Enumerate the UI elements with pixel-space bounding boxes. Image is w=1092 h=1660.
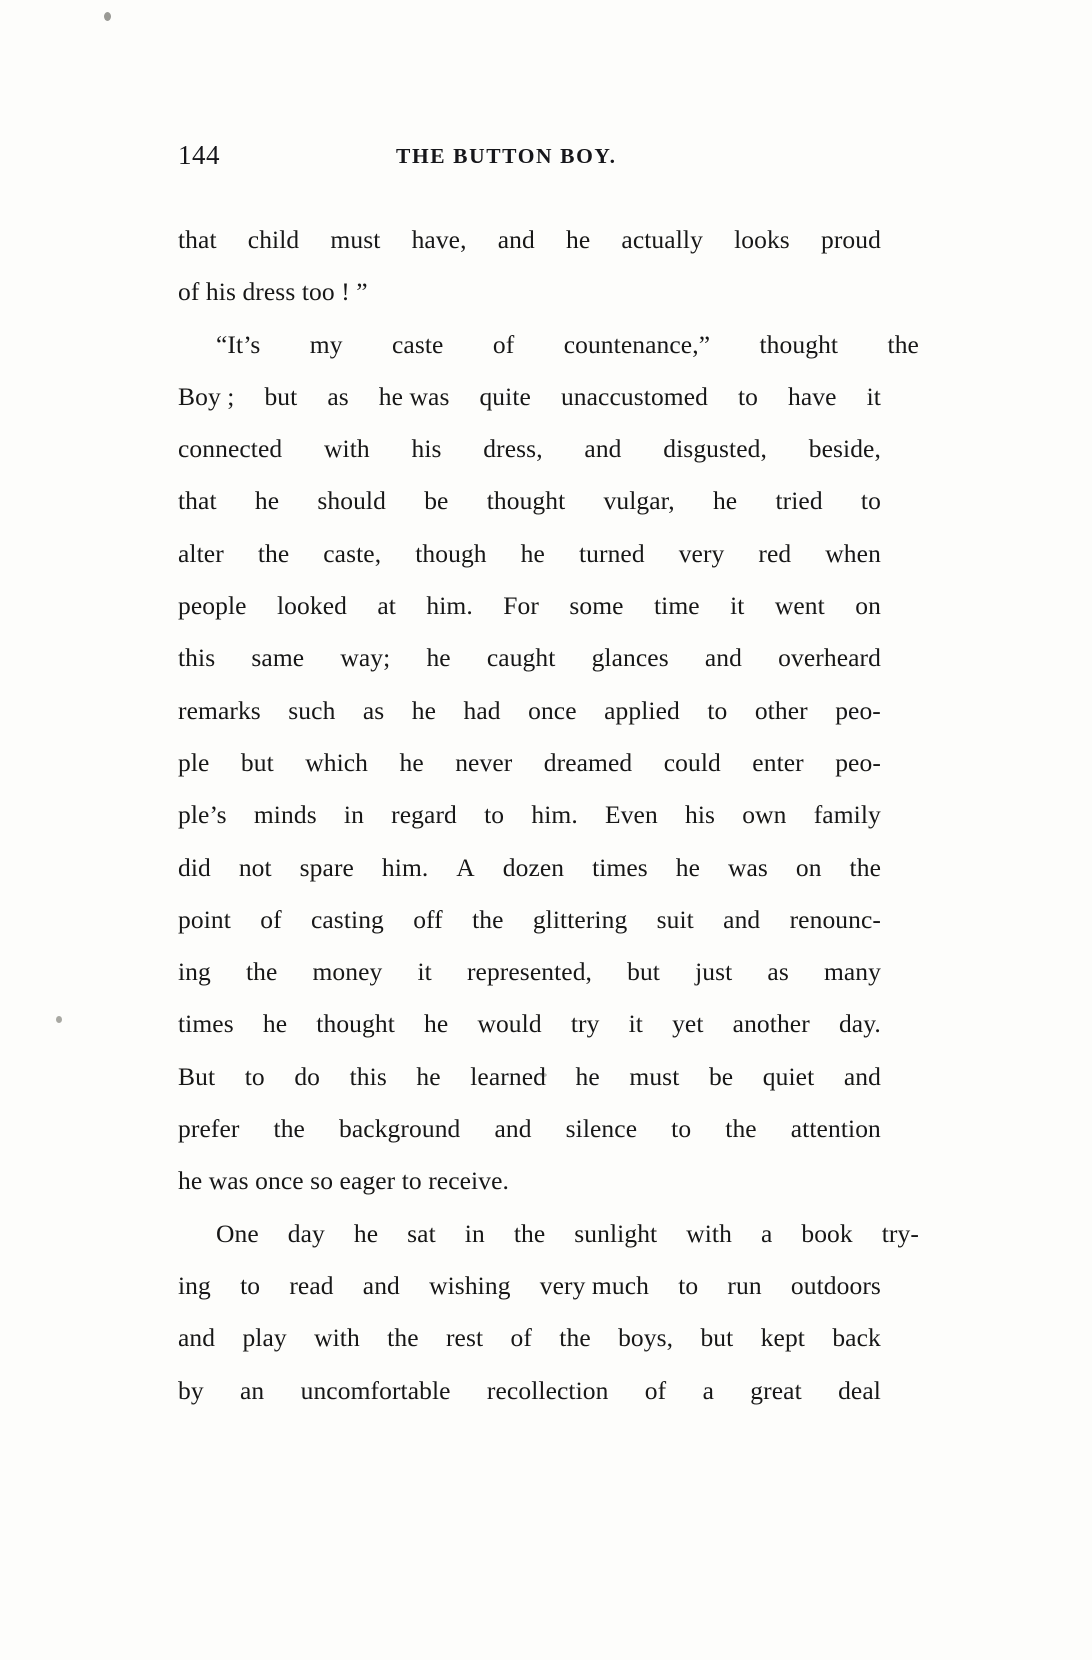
text-line <box>178 266 881 318</box>
text-word: beside, <box>808 434 881 464</box>
scan-speck-icon <box>56 1016 62 1023</box>
text-word: in <box>464 1218 485 1248</box>
text-word: and <box>494 1114 532 1144</box>
text-word: this <box>178 643 216 673</box>
text-word: of <box>260 904 282 934</box>
text-word: very <box>678 538 725 568</box>
text-word: as <box>767 957 789 987</box>
text-word: with <box>314 1323 360 1353</box>
text-word: he <box>416 1061 441 1091</box>
text-word: would <box>477 1009 542 1039</box>
text-word: renounc- <box>789 904 881 934</box>
text-word: it <box>866 381 881 411</box>
text-word: dreamed <box>543 747 633 777</box>
text-word: on <box>795 852 822 882</box>
text-line <box>178 371 881 423</box>
text-word: the <box>887 329 919 359</box>
text-word: deal <box>838 1375 881 1405</box>
text-word: and <box>362 1270 400 1300</box>
text-word: he <box>262 1009 288 1039</box>
text-word: ple <box>178 747 210 777</box>
text-word: countenance,” <box>563 329 711 359</box>
text-word: but <box>700 1323 734 1353</box>
text-word: and <box>497 225 535 254</box>
text-word: when <box>825 538 881 568</box>
text-word: dozen <box>502 852 565 882</box>
text-line <box>178 319 919 371</box>
text-word: spare <box>299 852 354 882</box>
text-word: silence <box>565 1114 638 1144</box>
text-word: other <box>754 695 808 725</box>
text-word: learned <box>470 1061 546 1091</box>
text-word: boys, <box>618 1323 674 1353</box>
text-word: background <box>339 1114 461 1144</box>
text-word: him. <box>381 852 429 882</box>
text-word: he <box>399 747 424 777</box>
text-word: to <box>860 486 881 516</box>
text-word: was <box>727 852 768 882</box>
text-word: an <box>240 1375 265 1405</box>
text-word: he <box>426 643 451 673</box>
text-word: my <box>309 329 343 359</box>
text-word: way; <box>340 643 391 673</box>
text-word: of <box>492 329 515 359</box>
text-word: had <box>463 695 501 725</box>
text-word: and <box>723 904 761 934</box>
text-line <box>178 789 881 841</box>
text-word: great <box>750 1375 802 1405</box>
text-word: thought <box>486 486 566 516</box>
text-word: uncomfortable <box>300 1375 451 1405</box>
text-word: ing <box>178 957 211 987</box>
text-word: try- <box>881 1218 919 1248</box>
text-word: “It’s <box>216 329 261 359</box>
text-line <box>178 1260 881 1312</box>
text-word: actually <box>621 225 703 254</box>
page-header <box>178 140 878 180</box>
text-word: But <box>178 1061 216 1091</box>
text-word: at <box>377 591 396 621</box>
text-word: recollection <box>486 1375 609 1405</box>
text-word: the <box>273 1114 305 1144</box>
text-word: he <box>411 695 437 725</box>
text-word: sunlight <box>574 1218 658 1248</box>
text-word: in <box>343 800 364 830</box>
running-head-title: THE BUTTON BOY. <box>396 144 617 168</box>
text-word: must <box>629 1061 680 1091</box>
text-word: run <box>727 1270 762 1300</box>
text-word: he <box>520 538 545 568</box>
text-word: thought <box>316 1009 395 1039</box>
text-word: to <box>240 1270 261 1300</box>
text-word: once <box>528 695 577 725</box>
text-line <box>178 1051 881 1103</box>
text-word: he <box>353 1218 379 1248</box>
text-word: on <box>855 591 881 621</box>
text-line <box>178 214 881 266</box>
text-word: of <box>644 1375 667 1405</box>
text-word: to <box>707 695 728 725</box>
text-word: regard <box>391 800 457 830</box>
text-word: times <box>592 852 648 882</box>
text-word: applied <box>604 695 680 725</box>
text-word: A <box>456 852 475 882</box>
text-word: him. <box>426 591 473 621</box>
text-word: ple’s <box>178 800 227 830</box>
text-word: caught <box>486 643 556 673</box>
text-line <box>178 946 881 998</box>
text-word: he was once so eager to receive. <box>178 1166 509 1196</box>
text-word: have <box>788 381 837 411</box>
text-word: ing <box>178 1270 211 1300</box>
text-word: as <box>327 381 349 411</box>
text-word: the <box>849 852 881 882</box>
text-word: and <box>843 1061 881 1091</box>
text-word: turned <box>578 538 645 568</box>
text-word: quiet <box>762 1061 815 1091</box>
text-word: him. <box>531 800 578 830</box>
page-number: 144 <box>178 140 220 170</box>
text-line <box>178 998 881 1050</box>
text-word: the <box>245 957 278 987</box>
text-word: back <box>832 1323 881 1353</box>
text-word: some <box>569 591 624 621</box>
text-word: the <box>725 1114 757 1144</box>
text-word: point <box>178 904 231 934</box>
text-word: the <box>472 904 504 934</box>
text-word: to <box>678 1270 699 1300</box>
text-word: thought <box>759 329 839 359</box>
text-word: should <box>317 486 386 516</box>
text-word: casting <box>310 904 384 934</box>
text-word: represented, <box>466 957 593 987</box>
text-word: very much <box>539 1270 649 1300</box>
text-word: try <box>570 1009 600 1039</box>
text-word: just <box>695 957 733 987</box>
text-word: vulgar, <box>603 486 675 516</box>
text-word: For <box>503 591 539 621</box>
text-word: looked <box>276 591 347 621</box>
text-word: and <box>584 434 622 464</box>
text-word: glittering <box>532 904 628 934</box>
text-word: One <box>216 1218 259 1248</box>
text-word: disgusted, <box>663 434 767 464</box>
text-word: proud <box>820 225 881 254</box>
text-word: that <box>178 225 217 254</box>
text-word: have, <box>411 225 467 254</box>
text-word: by <box>178 1375 204 1405</box>
text-word: went <box>774 591 825 621</box>
text-word: never <box>455 747 513 777</box>
text-word: a <box>760 1218 773 1248</box>
text-line <box>178 1365 881 1417</box>
text-word: sat <box>407 1218 436 1248</box>
text-word: glances <box>591 643 669 673</box>
text-word: the <box>257 538 290 568</box>
text-word: he <box>675 852 701 882</box>
text-word: own <box>742 800 787 830</box>
text-word: and <box>178 1323 216 1353</box>
text-word: which <box>305 747 369 777</box>
text-word: quite <box>479 381 531 411</box>
text-word: caste <box>391 329 444 359</box>
text-word: attention <box>790 1114 881 1144</box>
text-line <box>178 1103 881 1155</box>
text-word: people <box>178 591 247 621</box>
text-word: enter <box>752 747 804 777</box>
text-word: to <box>738 381 759 411</box>
text-word: he was <box>378 381 450 411</box>
text-line <box>178 580 881 632</box>
text-word: of his dress too ! ” <box>178 277 368 307</box>
text-word: kept <box>760 1323 805 1353</box>
text-word: read <box>289 1270 334 1300</box>
text-word: red <box>758 538 792 568</box>
text-word: he <box>575 1061 600 1091</box>
text-line <box>178 842 881 894</box>
text-line <box>178 1208 919 1260</box>
text-word: not <box>238 852 272 882</box>
text-line <box>178 1155 881 1207</box>
text-word: Boy ; <box>178 381 235 411</box>
text-word: it <box>417 957 432 987</box>
text-word: of <box>510 1323 532 1353</box>
text-word: he <box>254 486 280 516</box>
text-word: with <box>686 1218 732 1248</box>
text-word: he <box>424 1009 449 1039</box>
text-word: suit <box>656 904 694 934</box>
text-word: family <box>813 800 881 830</box>
text-word: it <box>628 1009 643 1039</box>
text-word: money <box>312 957 383 987</box>
text-line <box>178 1312 881 1364</box>
text-word: book <box>801 1218 853 1248</box>
text-word: dress, <box>483 434 543 464</box>
text-word: to <box>244 1061 265 1091</box>
text-word: looks <box>734 225 790 254</box>
text-line <box>178 737 881 789</box>
text-word: child <box>247 225 300 254</box>
text-word: the <box>559 1323 591 1353</box>
text-word: and <box>704 643 743 673</box>
text-word: the <box>513 1218 546 1248</box>
text-word: overheard <box>778 643 881 673</box>
text-word: minds <box>253 800 317 830</box>
text-word: yet <box>672 1009 704 1039</box>
text-word: that <box>178 486 217 516</box>
text-word: tried <box>775 486 823 516</box>
text-word: play <box>242 1323 287 1353</box>
text-word: but <box>264 381 298 411</box>
text-word: wishing <box>429 1270 511 1300</box>
text-line <box>178 894 881 946</box>
text-word: unaccustomed <box>560 381 709 411</box>
text-word: must <box>330 225 381 254</box>
text-word: to <box>671 1114 692 1144</box>
text-word: off <box>413 904 443 934</box>
text-word: day <box>287 1218 325 1248</box>
text-line <box>178 632 881 684</box>
text-word: his <box>411 434 442 464</box>
text-word: as <box>362 695 385 725</box>
text-word: remarks <box>178 695 261 725</box>
text-word: peo- <box>835 747 881 777</box>
text-word: many <box>823 957 881 987</box>
text-line <box>178 423 881 475</box>
text-word: but <box>627 957 660 987</box>
text-word: same <box>251 643 305 673</box>
text-word: though <box>415 538 487 568</box>
text-word: he <box>565 225 591 254</box>
text-word: alter <box>178 538 224 568</box>
scan-speck-icon <box>104 12 111 21</box>
text-word: a <box>702 1375 714 1405</box>
text-word: did <box>178 852 211 882</box>
text-word: time <box>653 591 700 621</box>
text-word: outdoors <box>790 1270 881 1300</box>
text-line <box>178 685 881 737</box>
text-word: such <box>288 695 336 725</box>
text-word: this <box>349 1061 387 1091</box>
text-word: but <box>240 747 274 777</box>
text-word: do <box>294 1061 321 1091</box>
text-word: caste, <box>323 538 382 568</box>
text-line <box>178 475 881 527</box>
text-word: be <box>708 1061 734 1091</box>
text-word: day. <box>838 1009 881 1039</box>
text-word: it <box>730 591 745 621</box>
text-word: peo- <box>835 695 881 725</box>
text-word: times <box>178 1009 234 1039</box>
text-word: the <box>387 1323 419 1353</box>
text-word: his <box>685 800 716 830</box>
text-word: connected <box>178 434 283 464</box>
text-word: to <box>484 800 505 830</box>
text-word: rest <box>445 1323 484 1353</box>
page-body-text <box>178 214 919 1417</box>
text-word: he <box>712 486 738 516</box>
text-word: prefer <box>178 1114 240 1144</box>
text-word: be <box>424 486 449 516</box>
text-word: another <box>732 1009 810 1039</box>
text-line <box>178 528 881 580</box>
text-word: with <box>324 434 370 464</box>
text-word: Even <box>605 800 658 830</box>
text-word: could <box>663 747 721 777</box>
